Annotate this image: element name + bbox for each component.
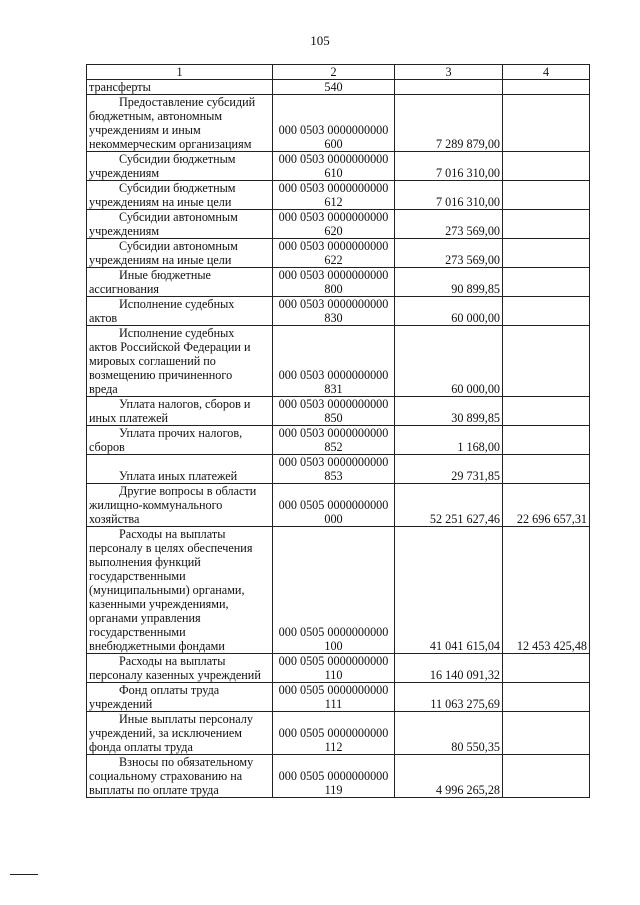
- table-row: [87, 95, 590, 152]
- expense-name-line: государственными: [89, 625, 186, 639]
- amount-cell: 60 000,00: [395, 326, 503, 397]
- expense-name-line: актов Российской Федерации и: [89, 340, 251, 354]
- expense-name-line: учреждениям: [89, 224, 160, 238]
- amount-cell: 7 016 310,00: [395, 152, 503, 181]
- expense-name-line: сборов: [89, 440, 125, 454]
- expense-name-cell: [87, 712, 273, 755]
- budget-code-line: 000 0505 0000000000: [278, 625, 389, 639]
- expense-name-text: Уплата прочих налогов,: [119, 426, 243, 440]
- table-row: [87, 712, 590, 755]
- page-number: 105: [310, 33, 330, 48]
- expense-name-text: Субсидии бюджетным: [119, 181, 236, 195]
- expense-name-line: органами управления: [89, 611, 201, 625]
- expense-name-text: Расходы на выплаты: [119, 527, 226, 541]
- expense-name-text: Взносы по обязательному: [119, 755, 254, 769]
- table-row: [87, 484, 590, 527]
- budget-code-line: 000 0505 0000000000: [278, 654, 389, 668]
- expense-name-text: Расходы на выплаты: [119, 654, 226, 668]
- expense-name-line: актов: [89, 311, 118, 325]
- budget-code-line: 000 0503 0000000000: [278, 210, 389, 224]
- expense-name-line: (муниципальными) органами,: [89, 583, 245, 597]
- budget-code-cell: [273, 654, 395, 683]
- executed-amount-cell: [503, 297, 590, 326]
- table-row: [87, 654, 590, 683]
- expense-name-text: Иные выплаты персоналу: [119, 712, 253, 726]
- table-row: [87, 755, 590, 798]
- budget-code-cell: [273, 152, 395, 181]
- expense-name-text: Иные бюджетные: [119, 268, 211, 282]
- budget-code-line: 100: [324, 639, 343, 653]
- budget-code-cell: [273, 426, 395, 455]
- budget-code-line: 000 0503 0000000000: [278, 123, 389, 137]
- budget-code-cell: [273, 455, 395, 484]
- budget-code-line: 853: [324, 469, 343, 483]
- amount-cell: 1 168,00: [395, 426, 503, 455]
- budget-table: [86, 64, 590, 798]
- executed-amount-cell: [503, 426, 590, 455]
- table-row: [87, 326, 590, 397]
- executed-amount-cell: [503, 755, 590, 798]
- budget-code-line: 000 0503 0000000000: [278, 239, 389, 253]
- executed-amount-cell: [503, 397, 590, 426]
- amount-cell: 80 550,35: [395, 712, 503, 755]
- budget-code-cell: [273, 239, 395, 268]
- budget-code-line: 111: [324, 697, 343, 711]
- amount-cell: 7 016 310,00: [395, 181, 503, 210]
- expense-name-cell: [87, 239, 273, 268]
- budget-code-line: 850: [324, 411, 343, 425]
- table-row: [87, 455, 590, 484]
- expense-name-text: Исполнение судебных: [119, 326, 235, 340]
- budget-code-line: 000 0503 0000000000: [278, 397, 389, 411]
- expense-name-text: Субсидии бюджетным: [119, 152, 236, 166]
- executed-amount-cell: 12 453 425,48: [503, 527, 590, 654]
- budget-code-line: 110: [324, 668, 343, 682]
- budget-code-cell: [273, 95, 395, 152]
- budget-code-line: 600: [324, 137, 343, 151]
- expense-name-cell: [87, 484, 273, 527]
- expense-name-cell: [87, 654, 273, 683]
- header-row: [87, 65, 590, 80]
- amount-cell: 60 000,00: [395, 297, 503, 326]
- amount-cell: 273 569,00: [395, 239, 503, 268]
- executed-amount-cell: [503, 268, 590, 297]
- budget-code-line: 540: [324, 80, 343, 94]
- expense-name-line: бюджетным, автономным: [89, 109, 223, 123]
- amount-cell: 30 899,85: [395, 397, 503, 426]
- expense-name-line: ассигнования: [89, 282, 160, 296]
- table-row: [87, 210, 590, 239]
- budget-code-line: 000 0505 0000000000: [278, 683, 389, 697]
- budget-code-line: 800: [324, 282, 343, 296]
- executed-amount-cell: [503, 210, 590, 239]
- executed-amount-cell: [503, 654, 590, 683]
- expense-name-cell: [87, 426, 273, 455]
- budget-code-cell: [273, 397, 395, 426]
- expense-name-line: учреждений: [89, 697, 153, 711]
- budget-code-line: 830: [324, 311, 343, 325]
- expense-name-text: Исполнение судебных: [119, 297, 235, 311]
- budget-code-line: 620: [324, 224, 343, 238]
- budget-code-line: 000 0505 0000000000: [278, 769, 389, 783]
- table-row: [87, 152, 590, 181]
- budget-code-line: 612: [324, 195, 343, 209]
- expense-name-text: Субсидии автономным: [119, 210, 238, 224]
- table-row: [87, 268, 590, 297]
- budget-code-line: 000 0503 0000000000: [278, 181, 389, 195]
- budget-code-line: 000 0503 0000000000: [278, 455, 389, 469]
- executed-amount-cell: [503, 239, 590, 268]
- executed-amount-cell: 22 696 657,31: [503, 484, 590, 527]
- amount-cell: 273 569,00: [395, 210, 503, 239]
- header-cell-4: 4: [503, 65, 590, 80]
- expense-name-cell: [87, 397, 273, 426]
- expense-name-line: [89, 95, 270, 109]
- expense-name-line: [89, 210, 270, 224]
- budget-code-line: 000 0503 0000000000: [278, 268, 389, 282]
- header-cell-3: 3: [395, 65, 503, 80]
- budget-code-line: 000 0505 0000000000: [278, 498, 389, 512]
- amount-cell: 16 140 091,32: [395, 654, 503, 683]
- expense-name-line: [89, 397, 270, 411]
- expense-name-line: учреждениям: [89, 166, 160, 180]
- executed-amount-cell: [503, 152, 590, 181]
- expense-name-text: Другие вопросы в области: [119, 484, 257, 498]
- budget-code-cell: [273, 268, 395, 297]
- expense-name-text: Субсидии автономным: [119, 239, 238, 253]
- budget-code-line: 112: [324, 740, 343, 754]
- expense-name-line: [89, 654, 270, 668]
- executed-amount-cell: [503, 95, 590, 152]
- expense-name-line: персоналу казенных учреждений: [89, 668, 261, 682]
- budget-code-line: 000: [324, 512, 343, 526]
- expense-name-line: [89, 683, 270, 697]
- budget-code-line: 000 0503 0000000000: [278, 426, 389, 440]
- expense-name-cell: [87, 152, 273, 181]
- executed-amount-cell: [503, 712, 590, 755]
- expense-name-cell: [87, 80, 273, 95]
- expense-name-line: иных платежей: [89, 411, 168, 425]
- amount-cell: 29 731,85: [395, 455, 503, 484]
- amount-cell: 41 041 615,04: [395, 527, 503, 654]
- budget-code-line: 610: [324, 166, 343, 180]
- expense-name-line: учреждений, за исключением: [89, 726, 242, 740]
- executed-amount-cell: [503, 181, 590, 210]
- expense-name-line: [89, 181, 270, 195]
- expense-name-line: [89, 426, 270, 440]
- expense-name-line: [89, 527, 270, 541]
- budget-code-line: 000 0503 0000000000: [278, 152, 389, 166]
- expense-name-line: [89, 755, 270, 769]
- expense-name-line: персоналу в целях обеспечения: [89, 541, 253, 555]
- expense-name-cell: [87, 326, 273, 397]
- expense-name-line: государственными: [89, 569, 186, 583]
- expense-name-line: жилищно-коммунального: [89, 498, 223, 512]
- expense-name-cell: [87, 210, 273, 239]
- expense-name-line: [89, 469, 270, 483]
- expense-name-line: хозяйства: [89, 512, 140, 526]
- expense-name-line: [89, 152, 270, 166]
- expense-name-line: возмещению причиненного: [89, 368, 233, 382]
- budget-code-line: 831: [324, 382, 343, 396]
- header-cell-1: 1: [87, 65, 273, 80]
- expense-name-line: фонда оплаты труда: [89, 740, 193, 754]
- expense-name-cell: [87, 527, 273, 654]
- executed-amount-cell: [503, 683, 590, 712]
- expense-name-line: выполнения функций: [89, 555, 201, 569]
- expense-name-cell: [87, 683, 273, 712]
- budget-code-cell: [273, 755, 395, 798]
- margin-mark: [10, 874, 38, 875]
- executed-amount-cell: [503, 326, 590, 397]
- expense-name-line: социальному страхованию на: [89, 769, 243, 783]
- expense-name-cell: [87, 455, 273, 484]
- budget-code-cell: [273, 210, 395, 239]
- header-cell-2: 2: [273, 65, 395, 80]
- table-body: [87, 65, 590, 798]
- expense-name-cell: [87, 181, 273, 210]
- budget-code-line: 000 0503 0000000000: [278, 368, 389, 382]
- expense-name-line: учреждениям на иные цели: [89, 195, 232, 209]
- expense-name-line: [89, 484, 270, 498]
- expense-name-text: Уплата налогов, сборов и: [119, 397, 251, 411]
- executed-amount-cell: [503, 455, 590, 484]
- table-row: [87, 527, 590, 654]
- amount-cell: 90 899,85: [395, 268, 503, 297]
- expense-name-line: трансферты: [89, 80, 151, 94]
- expense-name-text: Уплата иных платежей: [119, 469, 238, 483]
- amount-cell: [395, 80, 503, 95]
- budget-code-cell: [273, 297, 395, 326]
- budget-code-line: 622: [324, 253, 343, 267]
- executed-amount-cell: [503, 80, 590, 95]
- expense-name-line: некоммерческим организациям: [89, 137, 252, 151]
- budget-code-line: 000 0505 0000000000: [278, 726, 389, 740]
- budget-code-cell: [273, 484, 395, 527]
- table-row: [87, 426, 590, 455]
- expense-name-line: [89, 297, 270, 311]
- budget-code-cell: [273, 712, 395, 755]
- budget-code-cell: [273, 181, 395, 210]
- expense-name-line: учреждениям и иным: [89, 123, 201, 137]
- amount-cell: 11 063 275,69: [395, 683, 503, 712]
- expense-name-cell: [87, 268, 273, 297]
- expense-name-line: [89, 326, 270, 340]
- expense-name-line: учреждениям на иные цели: [89, 253, 232, 267]
- amount-cell: 4 996 265,28: [395, 755, 503, 798]
- budget-code-cell: [273, 683, 395, 712]
- expense-name-cell: [87, 95, 273, 152]
- budget-code-cell: [273, 80, 395, 95]
- expense-name-line: [89, 239, 270, 253]
- expense-name-cell: [87, 755, 273, 798]
- table-row: [87, 297, 590, 326]
- expense-name-line: выплаты по оплате труда: [89, 783, 219, 797]
- expense-name-text: Фонд оплаты труда: [119, 683, 220, 697]
- expense-name-line: внебюджетными фондами: [89, 639, 225, 653]
- amount-cell: 52 251 627,46: [395, 484, 503, 527]
- expense-name-line: [89, 268, 270, 282]
- budget-code-line: 852: [324, 440, 343, 454]
- table-row: [87, 181, 590, 210]
- expense-name-line: казенными учреждениями,: [89, 597, 229, 611]
- expense-name-cell: [87, 297, 273, 326]
- budget-code-cell: [273, 326, 395, 397]
- expense-name-line: мировых соглашений по: [89, 354, 216, 368]
- budget-code-line: 119: [324, 783, 343, 797]
- table-row: [87, 397, 590, 426]
- expense-name-line: вреда: [89, 382, 118, 396]
- budget-code-line: 000 0503 0000000000: [278, 297, 389, 311]
- table-row: [87, 239, 590, 268]
- budget-code-cell: [273, 527, 395, 654]
- expense-name-line: [89, 712, 270, 726]
- table-row: [87, 683, 590, 712]
- table-row: [87, 80, 590, 95]
- amount-cell: 7 289 879,00: [395, 95, 503, 152]
- expense-name-text: Предоставление субсидий: [119, 95, 256, 109]
